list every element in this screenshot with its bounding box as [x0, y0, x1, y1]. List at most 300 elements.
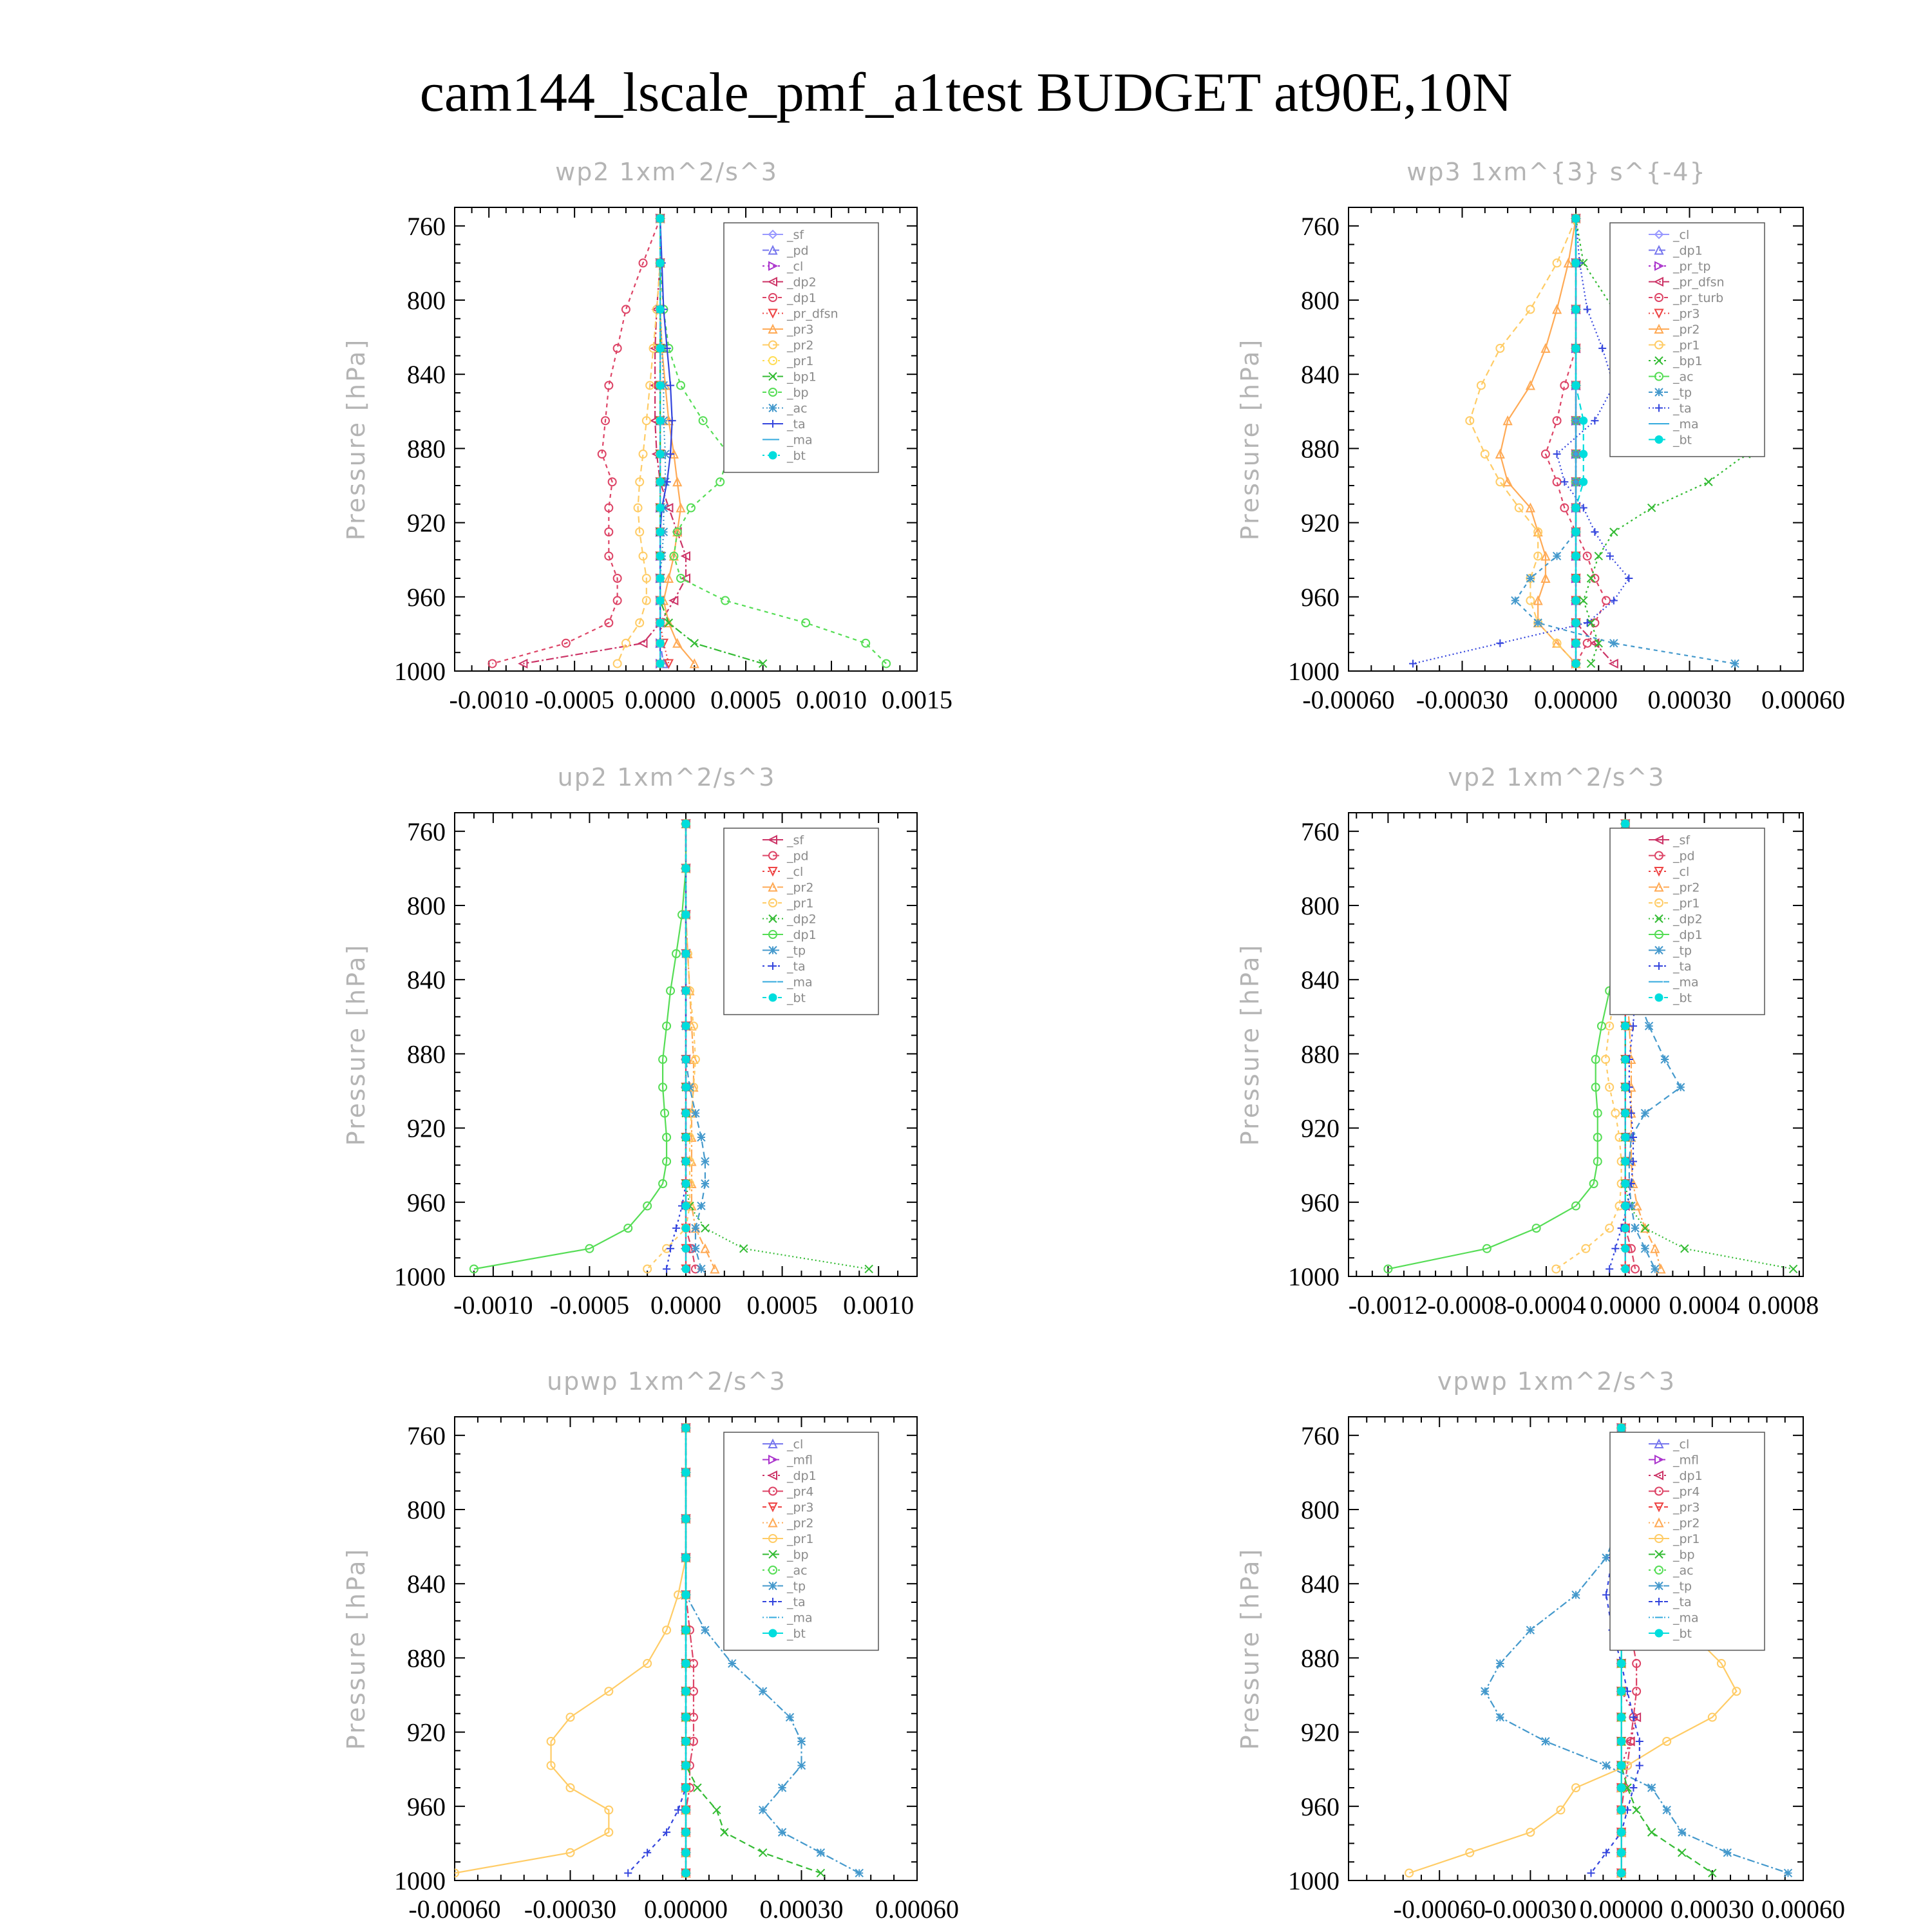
legend-label: _pr3 [1673, 1501, 1700, 1515]
data-point [667, 381, 674, 389]
legend-label: _cl [787, 260, 804, 274]
legend-label: _pr2 [1673, 1516, 1700, 1531]
series-line-dp1 [474, 824, 686, 1269]
data-point [1622, 1224, 1629, 1232]
data-point [1723, 1849, 1731, 1857]
legend-label: _tp [787, 1579, 806, 1594]
data-point [1572, 639, 1580, 647]
y-tick-label: 920 [407, 508, 446, 538]
panel-vp2 [1236, 763, 1819, 1320]
data-point [759, 1849, 767, 1857]
legend-label: _mfl [1673, 1453, 1699, 1468]
data-point [1622, 1133, 1629, 1141]
data-point [687, 504, 695, 512]
data-point [1648, 504, 1656, 512]
legend-marker [769, 1629, 777, 1637]
legend-label: _pr2 [1673, 323, 1700, 337]
legend-label: _bt [1673, 1627, 1692, 1641]
data-point [682, 1849, 690, 1857]
legend [724, 828, 878, 1015]
x-tick-label: 0.00060 [1761, 685, 1845, 714]
x-tick-label: 0.0004 [1669, 1291, 1740, 1320]
data-point [1591, 528, 1598, 536]
legend-label: _tp [787, 943, 806, 958]
data-point [656, 381, 664, 389]
data-point [1572, 659, 1580, 667]
legend-label: _cl [787, 1437, 804, 1452]
data-point [1580, 478, 1587, 486]
data-point [1580, 450, 1587, 458]
legend-label: _sf [1673, 833, 1690, 848]
data-point [1552, 1265, 1560, 1273]
x-tick-label: 0.0000 [650, 1291, 721, 1320]
legend-label: _mfl [787, 1453, 813, 1468]
series-line-pr1 [1470, 218, 1576, 663]
legend-label: _ma [1673, 975, 1699, 990]
data-point [1572, 619, 1580, 627]
data-point [682, 1424, 690, 1432]
y-tick-label: 800 [1301, 1495, 1340, 1524]
x-tick-label: -0.00030 [524, 1895, 617, 1924]
legend-label: _ma [787, 975, 813, 990]
data-point [682, 1660, 690, 1667]
y-tick-label: 920 [1301, 1718, 1340, 1747]
y-tick-label: 880 [1301, 434, 1340, 464]
y-tick-label: 840 [1301, 1569, 1340, 1599]
panel-upwp [342, 1367, 959, 1924]
data-point [798, 1761, 806, 1769]
data-point [682, 1022, 690, 1030]
data-point [682, 1224, 690, 1232]
legend-label: _bt [1673, 991, 1692, 1005]
legend-label: _bt [787, 1627, 806, 1641]
y-tick-label: 1000 [394, 1866, 446, 1895]
data-point [656, 214, 664, 222]
y-tick-label: 1000 [1288, 1262, 1340, 1291]
legend-label: _ma [1673, 1611, 1699, 1625]
data-point [1587, 574, 1595, 582]
data-point [1622, 1110, 1629, 1117]
legend [724, 223, 878, 473]
y-tick-label: 840 [1301, 965, 1340, 995]
data-point [682, 1083, 690, 1091]
data-point [1572, 259, 1580, 267]
x-tick-label: -0.0005 [549, 1291, 630, 1320]
data-point [1790, 1265, 1797, 1273]
data-point [692, 1224, 699, 1232]
legend-marker [1655, 994, 1663, 1001]
data-point [882, 659, 890, 667]
data-point [1511, 597, 1519, 605]
legend-label: _pd [1673, 849, 1695, 864]
legend-label: _pr1 [787, 896, 814, 911]
legend-label: _pr_dfsn [787, 307, 838, 321]
panel-title: upwp 1xm^2/s^3 [547, 1367, 786, 1396]
x-tick-label: -0.0005 [535, 685, 614, 714]
data-point [692, 1110, 699, 1117]
data-point [682, 987, 690, 994]
x-tick-label: -0.00060 [1393, 1895, 1486, 1924]
x-tick-label: 0.0010 [843, 1291, 914, 1320]
data-point [1622, 1202, 1629, 1210]
data-point [1784, 1869, 1792, 1877]
y-tick-label: 760 [407, 211, 446, 241]
data-point [682, 1806, 690, 1814]
legend-label: _cl [787, 865, 804, 879]
legend-label: _bt [787, 449, 806, 463]
data-point [1610, 597, 1618, 605]
legend-label: _bp [1673, 1548, 1695, 1562]
data-point [798, 1738, 806, 1745]
data-point [682, 1761, 690, 1769]
panel-vpwp [1236, 1367, 1845, 1924]
data-point [656, 504, 664, 512]
data-point [622, 305, 630, 313]
legend-marker [769, 1582, 777, 1590]
data-point [682, 1180, 690, 1188]
legend-label: _ma [1673, 417, 1699, 431]
legend-label: _bp1 [787, 370, 817, 384]
legend-label: _pr_dfsn [1673, 275, 1725, 290]
legend-label: _ta [1673, 401, 1692, 416]
data-point [701, 1180, 709, 1188]
legend-label: _dp1 [1673, 1469, 1703, 1483]
data-point [697, 1202, 705, 1210]
legend-label: _ac [1673, 1564, 1694, 1578]
data-point [1572, 305, 1580, 313]
x-tick-label: 0.00030 [1647, 685, 1732, 714]
y-tick-label: 760 [407, 1421, 446, 1450]
data-point [1631, 1224, 1639, 1232]
data-point [1705, 478, 1712, 486]
legend-label: _pr1 [787, 354, 814, 368]
legend-label: _dp2 [787, 912, 817, 927]
legend-label: _ma [787, 1611, 813, 1625]
data-point [865, 1265, 873, 1273]
y-tick-label: 880 [407, 434, 446, 464]
panel-title: vpwp 1xm^2/s^3 [1437, 1367, 1676, 1396]
legend-label: _ma [787, 433, 813, 448]
y-tick-label: 1000 [1288, 657, 1340, 686]
data-point [1648, 1828, 1656, 1836]
data-point [1677, 1083, 1685, 1091]
data-point [692, 1245, 699, 1253]
panel-title: up2 1xm^2/s^3 [557, 763, 776, 791]
data-point [779, 1784, 786, 1792]
data-point [1622, 1056, 1629, 1063]
data-point [1618, 1828, 1625, 1836]
data-point [1678, 1828, 1686, 1836]
data-point [1622, 820, 1629, 828]
series-line-pr1 [455, 1428, 686, 1873]
data-point [1580, 417, 1587, 424]
x-tick-label: 0.0005 [710, 685, 782, 714]
legend-label: _bp [787, 386, 809, 400]
y-tick-label: 800 [407, 286, 446, 315]
panel-up2 [342, 763, 917, 1320]
data-point [1622, 1180, 1629, 1188]
y-tick-label: 880 [1301, 1643, 1340, 1673]
data-point [1591, 417, 1598, 424]
data-point [1409, 659, 1417, 667]
data-point [1572, 1591, 1580, 1598]
y-tick-label: 760 [1301, 211, 1340, 241]
legend-label: _pr1 [1673, 1532, 1700, 1546]
data-point [1496, 478, 1504, 486]
data-point [817, 1869, 824, 1877]
data-point [682, 911, 690, 918]
data-point [682, 1157, 690, 1165]
x-tick-label: 0.00030 [1670, 1895, 1754, 1924]
legend-marker [1655, 436, 1663, 444]
y-tick-label: 840 [407, 1569, 446, 1599]
legend-label: _dp2 [1673, 912, 1703, 927]
legend-label: _dp1 [787, 1469, 817, 1483]
figure-title: cam144_lscale_pmf_a1test BUDGET at90E,10N [419, 61, 1513, 123]
data-point [1481, 450, 1489, 458]
data-point [1526, 305, 1534, 313]
data-point [682, 820, 690, 828]
data-point [1618, 1714, 1625, 1721]
data-point [1731, 659, 1739, 667]
x-tick-label: -0.00060 [1302, 685, 1395, 714]
legend-label: _pr1 [1673, 896, 1700, 911]
data-point [1625, 574, 1633, 582]
data-point [1610, 528, 1618, 536]
data-point [1477, 381, 1485, 389]
data-point [1598, 345, 1606, 352]
data-point [1572, 528, 1580, 536]
legend-label: _pr_tp [1673, 260, 1711, 274]
data-point [1572, 597, 1580, 605]
x-tick-label: 0.0008 [1748, 1291, 1819, 1320]
data-point [740, 1245, 748, 1253]
data-point [759, 1806, 767, 1814]
x-tick-label: -0.00030 [1484, 1895, 1577, 1924]
data-point [1618, 1738, 1625, 1745]
data-point [721, 1828, 728, 1836]
x-tick-label: 0.0015 [882, 685, 952, 714]
legend-label: _ta [787, 417, 806, 431]
data-point [682, 1626, 690, 1634]
data-point [682, 1468, 690, 1476]
data-point [682, 1687, 690, 1695]
legend-label: _pr3 [787, 1501, 814, 1515]
data-point [697, 1133, 705, 1141]
y-tick-label: 760 [407, 817, 446, 846]
data-point [656, 345, 664, 352]
y-tick-label: 1000 [394, 1262, 446, 1291]
y-tick-label: 760 [1301, 1421, 1340, 1450]
data-point [643, 1849, 651, 1857]
data-point [656, 639, 664, 647]
y-tick-label: 920 [407, 1718, 446, 1747]
legend-label: _pr_turb [1673, 291, 1724, 305]
data-point [1534, 619, 1542, 627]
data-point [682, 1869, 690, 1877]
data-point [1618, 1761, 1625, 1769]
data-point [1572, 345, 1580, 352]
legend-label: _cl [1673, 1437, 1690, 1452]
x-tick-label: 0.00030 [759, 1895, 844, 1924]
data-point [694, 1784, 701, 1792]
data-point [1636, 1738, 1643, 1745]
data-point [677, 381, 685, 389]
legend-label: _cl [1673, 228, 1690, 242]
x-tick-label: -0.00060 [408, 1895, 501, 1924]
data-point [682, 1828, 690, 1836]
legend-label: _pr2 [787, 1516, 814, 1531]
data-point [1572, 214, 1580, 222]
data-point [682, 950, 690, 958]
x-tick-label: 0.00000 [1534, 685, 1618, 714]
y-tick-label: 960 [407, 1792, 446, 1821]
data-point [1611, 1245, 1619, 1253]
data-point [656, 259, 664, 267]
y-tick-label: 760 [1301, 817, 1340, 846]
x-tick-label: -0.0010 [453, 1291, 533, 1320]
y-tick-label: 800 [407, 1495, 446, 1524]
data-point [1553, 552, 1561, 560]
data-point [862, 639, 869, 647]
data-point [682, 1714, 690, 1721]
y-tick-label: 960 [407, 1188, 446, 1217]
y-tick-label: 960 [407, 582, 446, 612]
legend-label: _pr2 [787, 338, 814, 353]
legend-label: _sf [787, 833, 804, 848]
data-point [701, 1245, 709, 1253]
data-point [802, 619, 810, 627]
data-point [1622, 1083, 1629, 1091]
y-tick-label: 880 [1301, 1039, 1340, 1069]
data-point [855, 1869, 863, 1877]
legend-label: _ac [787, 401, 808, 416]
legend-label: _sf [787, 228, 804, 242]
y-tick-label: 1000 [1288, 1866, 1340, 1895]
data-point [716, 478, 724, 486]
y-axis-label: Pressure [hPa] [342, 337, 370, 541]
x-tick-label: -0.0012 [1348, 1291, 1428, 1320]
data-point [1553, 259, 1561, 267]
x-tick-label: 0.0000 [1589, 1291, 1661, 1320]
legend-label: _pr4 [1673, 1484, 1700, 1499]
legend [1610, 223, 1765, 457]
data-point [682, 1133, 690, 1141]
data-point [1587, 659, 1595, 667]
legend-label: _pr2 [787, 880, 814, 895]
data-point [1651, 1245, 1659, 1253]
y-tick-label: 800 [407, 891, 446, 920]
data-point [1542, 1738, 1549, 1745]
y-tick-label: 960 [1301, 1792, 1340, 1821]
data-point [1636, 1761, 1643, 1769]
data-point [1572, 574, 1580, 582]
data-point [1645, 1022, 1653, 1030]
x-tick-label: 0.0005 [746, 1291, 818, 1320]
data-point [1496, 1660, 1504, 1667]
legend-label: _pr3 [787, 323, 814, 337]
data-point [656, 574, 664, 582]
legend-marker [1655, 947, 1663, 954]
legend-label: _tp [1673, 943, 1692, 958]
legend-label: _dp2 [787, 275, 817, 290]
data-point [682, 1784, 690, 1792]
data-point [1560, 478, 1568, 486]
data-point [1622, 1245, 1629, 1253]
series-line-ta [1413, 218, 1629, 663]
data-point [682, 1202, 690, 1210]
data-point [701, 1224, 709, 1232]
data-point [779, 1828, 786, 1836]
data-point [1572, 381, 1580, 389]
data-point [759, 1687, 767, 1695]
legend-label: _bt [787, 991, 806, 1005]
data-point [1496, 345, 1504, 352]
data-point [817, 1849, 824, 1857]
y-tick-label: 880 [407, 1039, 446, 1069]
data-point [656, 478, 664, 486]
legend-label: _cl [1673, 865, 1690, 879]
data-point [1496, 1714, 1504, 1721]
legend-label: _ac [787, 1564, 808, 1578]
data-point [1605, 1224, 1613, 1232]
data-point [697, 1265, 705, 1273]
data-point [656, 305, 664, 313]
legend-marker [1655, 388, 1663, 396]
legend-label: _tp [1673, 1579, 1692, 1594]
data-point [1602, 1591, 1610, 1598]
legend-marker [769, 451, 777, 459]
data-point [1618, 1849, 1625, 1857]
legend-label: _dp1 [1673, 243, 1703, 258]
legend-label: _pd [787, 243, 809, 258]
data-point [1618, 1660, 1625, 1667]
x-tick-label: 0.00060 [1761, 1895, 1845, 1924]
panel-wp2 [342, 158, 952, 714]
data-point [786, 1714, 794, 1721]
x-tick-label: -0.0004 [1506, 1291, 1586, 1320]
legend-label: _tp [1673, 386, 1692, 400]
x-tick-label: 0.0010 [796, 685, 867, 714]
data-point [682, 1515, 690, 1522]
data-point [674, 1806, 682, 1814]
legend [724, 1432, 878, 1651]
series-line-dp1 [493, 218, 661, 663]
x-tick-label: 0.0000 [625, 685, 696, 714]
data-point [713, 1806, 721, 1814]
legend [1610, 828, 1765, 1015]
data-point [639, 639, 647, 647]
legend-label: _ta [787, 960, 806, 974]
data-point [1584, 305, 1591, 313]
data-point [1602, 1761, 1610, 1769]
data-point [656, 528, 664, 536]
data-point [682, 1056, 690, 1063]
data-point [682, 1554, 690, 1562]
x-tick-label: -0.0008 [1427, 1291, 1507, 1320]
legend-label: _ac [1673, 370, 1694, 384]
x-tick-label: 0.00000 [644, 1895, 728, 1924]
data-point [1618, 1869, 1625, 1877]
panels-container [342, 158, 1845, 1924]
data-point [1641, 1110, 1649, 1117]
data-point [682, 1738, 690, 1745]
y-tick-label: 1000 [394, 657, 446, 686]
legend-label: _pr3 [1673, 307, 1700, 321]
data-point [1641, 1245, 1649, 1253]
data-point [701, 1157, 709, 1165]
data-point [1605, 1265, 1613, 1273]
